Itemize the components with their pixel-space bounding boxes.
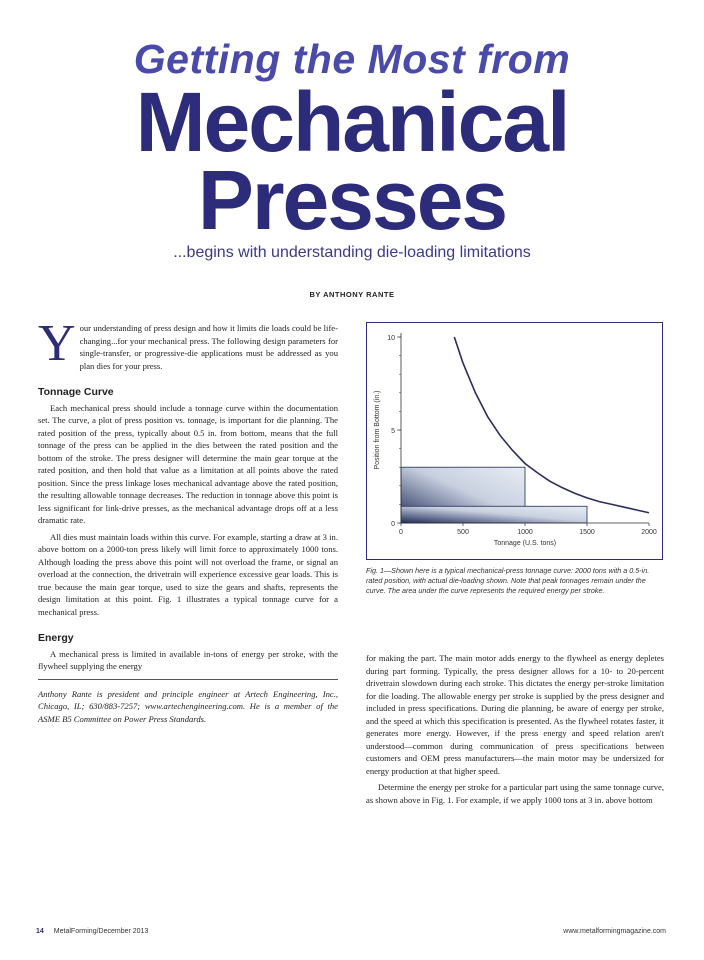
- paragraph-tonnage-2: All dies must maintain loads within this curve. For example, starting a draw at 3 in. above bottom on a 2000-ton press likely will limit force to approximately 1000 tons. Although loading the press above this point will not overload the frame, or signal an overload at the connection, the drivetrain will experience excessive gear loads. This is true because the main gear torque, used to size the gears and shafts, represents the design limitation at this point. Fig. 1 illustrates a typical tonnage curve for a mechanical press.: [38, 531, 338, 617]
- figure-1-box: [366, 322, 663, 560]
- kicker-title: Getting the Most from: [133, 36, 571, 82]
- right-column: [366, 652, 664, 806]
- paragraph-tonnage-1: Each mechanical press should include a tonnage curve within the documentation set. The curve, a plot of press position vs. tonnage, is important for die planning. The rated position of the press, typically about 0.5 in. from bottom, means that the full tonnage of the press can be applied in the dies between the rated position and the bottom of the stroke. The press designer will determine the main gear torque at the rated position, and then hold that value as a limitation at all points above the rated position. Since the press linkage loses mechanical advantage above the rated position, the resulting allowable tonnage decreases. The reduction in tonnage above this point is less significant for link-drive presses, as the mechanical advantage drops off at a less dramatic rate.: [38, 402, 338, 525]
- figure-caption: Fig. 1—Shown here is a typical mechanical-press tonnage curve: 2000 tons with a 0.5-in. rated position, with actual die-loading shown. Note that peak tonnages remain under the curve. The area under the curve represents the required energy per stroke.: [366, 566, 650, 595]
- footer-left: [36, 928, 148, 935]
- x-tick-label: 1500: [579, 529, 595, 536]
- byline: BY ANTHONY RANTE: [309, 290, 395, 299]
- issue-label: MetalForming/December 2013: [53, 928, 149, 935]
- y-axis-label: Position from Bottom (in.): [374, 390, 381, 470]
- heading-tonnage-curve: Tonnage Curve: [38, 386, 114, 398]
- paragraph-energy-1: A mechanical press is limited in available in-tons of energy per stroke, with the flywheel supplying the energy: [38, 648, 338, 671]
- x-tick-label: 0: [399, 529, 403, 536]
- title-line-2: Presses: [197, 153, 507, 247]
- heading-energy: Energy: [38, 632, 74, 644]
- x-tick-label: 500: [457, 529, 469, 536]
- page-number: 14: [36, 928, 44, 935]
- die-load-rect-2: [401, 506, 587, 523]
- y-tick-label: 5: [391, 428, 395, 435]
- paragraph-energy-2: for making the part. The main motor adds energy to the flywheel as energy depletes during part forming. Typically, the press designer allows for a 10- to 20-percent drivetrain slowdown during each stroke. This dictates the energy per-stroke limitation for die loading. The allowable energy per stroke is supplied by the press designer and included in press specifications. During die planning, be aware of energy per stroke, and the speed at which this specification is presented. As the flywheel rotates faster, it generates more energy. However, if the press energy and speed relation aren't understood—common during communication of press specifications between customers and OEM press manufacturers—the main motor may be undersized for energy production at that higher speed.: [366, 653, 664, 776]
- y-tick-label: 10: [387, 335, 395, 342]
- y-tick-label: 0: [391, 521, 395, 528]
- drop-cap: Y: [38, 315, 76, 372]
- intro-text: our understanding of press design and how it limits die loads could be life-changing...for your mechanical press. The following design parameters for single-transfer, or progressive-die applications must be addressed as you plan dies for your press.: [79, 323, 338, 371]
- author-bio: Anthony Rante is president and principle engineer at Artech Engineering, Inc., Chicago, IL; 630/883-7257; www.artechengineering.com. He is a member of the ASME B5 Committee on Power Press Standards.: [38, 679, 338, 726]
- x-tick-label: 2000: [641, 529, 657, 536]
- subtitle: ...begins with understanding die-loading limitations: [173, 244, 531, 261]
- title-line-1: Mechanical: [135, 75, 569, 169]
- left-column: [38, 315, 338, 725]
- x-axis-label: Tonnage (U.S. tons): [493, 540, 557, 547]
- intro-paragraph: [38, 315, 338, 372]
- tonnage-curve-chart: [367, 323, 661, 558]
- x-tick-label: 1000: [517, 529, 533, 536]
- paragraph-energy-3: Determine the energy per stroke for a particular part using the same tonnage curve, as shown above in Fig. 1. For example, if we apply 1000 tons at 3 in. above bottom: [366, 782, 664, 805]
- website-link[interactable]: www.metalformingmagazine.com: [563, 928, 666, 935]
